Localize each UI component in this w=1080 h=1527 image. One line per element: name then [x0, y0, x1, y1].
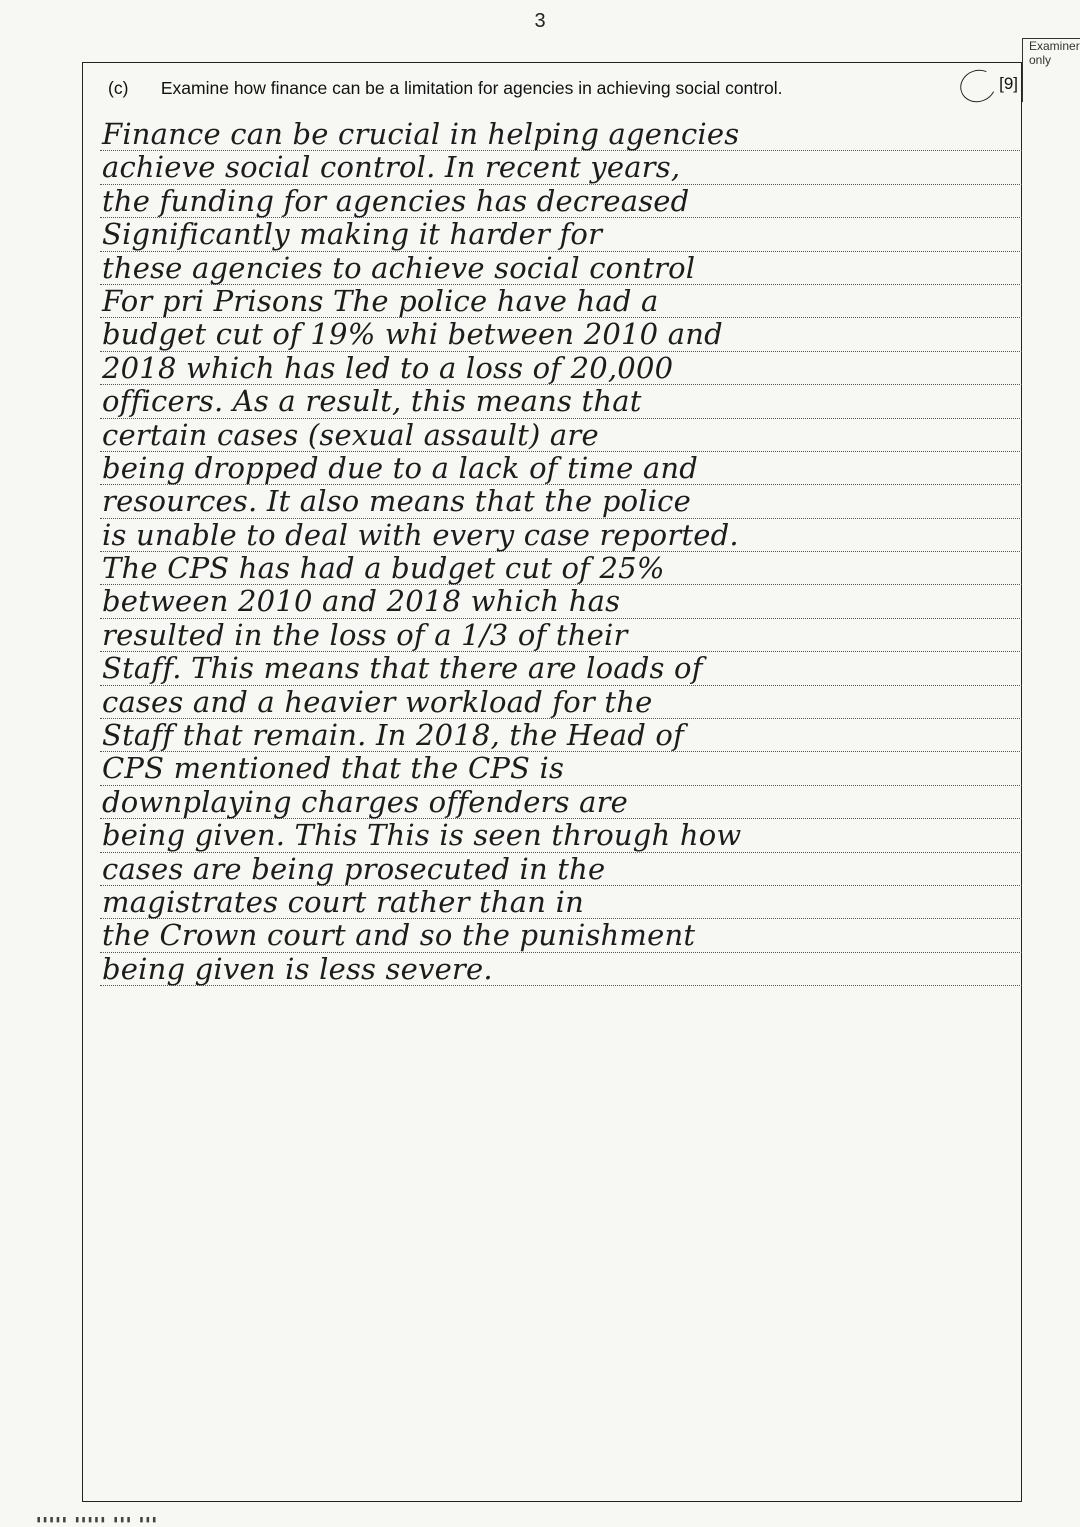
answer-line: Staff that remain. In 2018, the Head of — [100, 719, 1022, 752]
question-text: Examine how finance can be a limitation for agencies in achieving social control. — [160, 78, 783, 98]
answer-line: resulted in the loss of a 1/3 of their — [100, 619, 1022, 652]
answer-line: budget cut of 19% whi between 2010 and — [100, 318, 1022, 351]
answer-line: being given. This This is seen through how — [100, 819, 1022, 852]
answer-line: downplaying charges offenders are — [100, 786, 1022, 819]
answer-line: being dropped due to a lack of time and — [100, 452, 1022, 485]
answer-line: is unable to deal with every case reported. — [100, 519, 1022, 552]
marks-text: [9] — [999, 74, 1018, 93]
answer-line: Staff. This means that there are loads of — [100, 652, 1022, 685]
page-number: 3 — [534, 10, 546, 32]
answer-line: The CPS has had a budget cut of 25% — [100, 552, 1022, 585]
answer-line: magistrates court rather than in — [100, 886, 1022, 919]
answer-line: CPS mentioned that the CPS is — [100, 752, 1022, 785]
answer-line: between 2010 and 2018 which has — [100, 585, 1022, 618]
footer-barcode: ▮▮▮▮▮ ▮▮▮▮▮ ▮▮▮ ▮▮▮ — [36, 1515, 158, 1525]
question-prompt — [108, 78, 1008, 99]
answer-line: achieve social control. In recent years, — [100, 151, 1022, 184]
answer-line: Significantly making it harder for — [100, 218, 1022, 251]
marks-allocation — [958, 70, 1018, 102]
handwritten-answer — [100, 118, 1022, 986]
examiner-only-label: Examiner only — [1029, 39, 1080, 67]
answer-line: the funding for agencies has decreased — [100, 185, 1022, 218]
answer-line: resources. It also means that the police — [100, 485, 1022, 518]
answer-line: cases and a heavier workload for the — [100, 686, 1022, 719]
answer-line: 2018 which has led to a loss of 20,000 — [100, 352, 1022, 385]
answer-line: these agencies to achieve social control — [100, 252, 1022, 285]
question-label: (c) — [108, 78, 129, 98]
answer-line: being given is less severe. — [100, 953, 1022, 986]
answer-line: cases are being prosecuted in the — [100, 853, 1022, 886]
marks-circle-annotation — [956, 65, 1001, 107]
answer-line: officers. As a result, this means that — [100, 385, 1022, 418]
answer-line: certain cases (sexual assault) are — [100, 419, 1022, 452]
answer-line: the Crown court and so the punishment — [100, 919, 1022, 952]
answer-line: For pri Prisons The police have had a — [100, 285, 1022, 318]
answer-line: Finance can be crucial in helping agencies — [100, 118, 1022, 151]
examiner-only-column — [1022, 38, 1080, 102]
